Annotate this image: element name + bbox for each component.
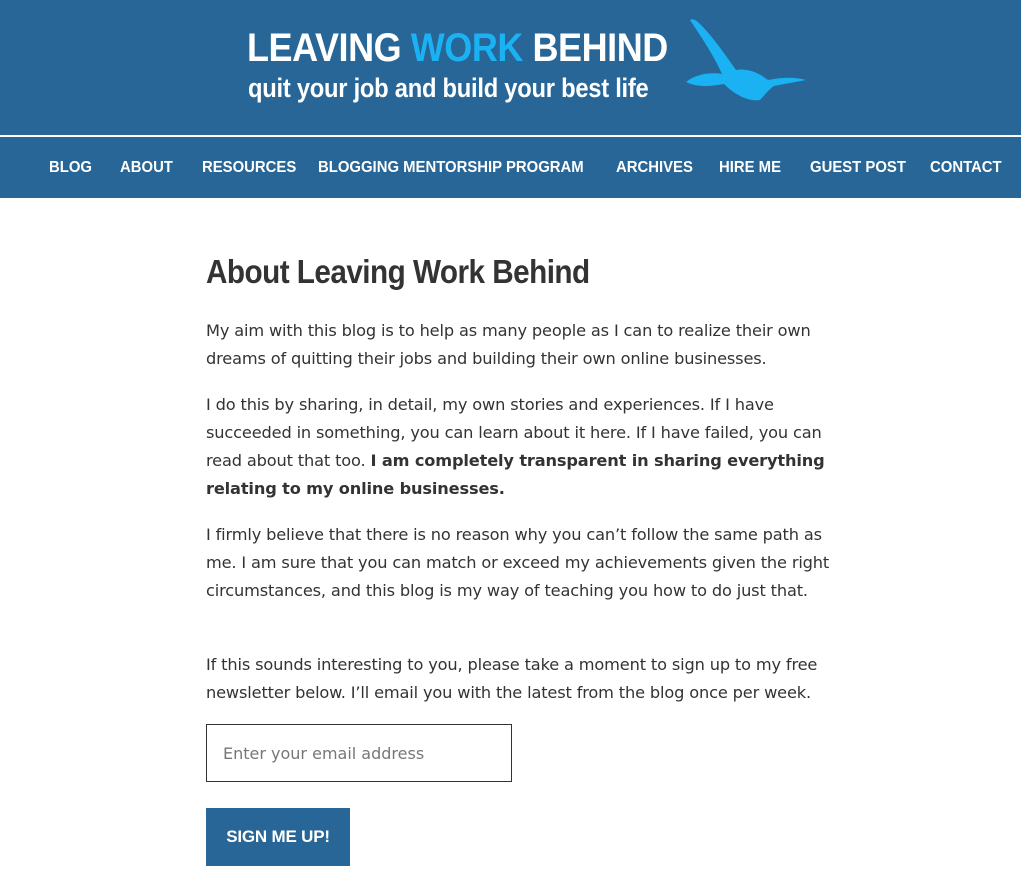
sign-up-button[interactable]: SIGN ME UP! <box>206 808 350 866</box>
belief-paragraph: I firmly believe that there is no reason why you can’t follow the same path as me. I am sure that you can match or exceed my achievements given the right circumstances, and this blog is my way of teaching you how to do just that. <box>206 525 830 600</box>
nav-item-contact[interactable]: CONTACT <box>930 159 1002 176</box>
site-logo[interactable] <box>247 26 668 70</box>
site-header <box>0 0 1021 135</box>
transparency-statement: I am completely transparent in sharing everything relating to my online businesses. <box>206 451 825 498</box>
intro-paragraph: My aim with this blog is to help as many people as I can to realize their own dreams of quitting their jobs and building their own online businesses. <box>206 321 811 368</box>
bird-icon <box>680 16 810 108</box>
logo-word-behind: BEHIND <box>532 26 668 70</box>
main-nav <box>0 137 1021 198</box>
nav-item-blog[interactable]: BLOG <box>49 159 92 176</box>
logo-word-work: WORK <box>410 26 523 70</box>
nav-item-guest-post[interactable]: GUEST POST <box>810 159 906 176</box>
email-input[interactable] <box>206 724 512 782</box>
nav-item-resources[interactable]: RESOURCES <box>202 159 297 176</box>
sharing-paragraph <box>206 391 846 503</box>
nav-item-about[interactable]: ABOUT <box>120 159 173 176</box>
sharing-text: I do this by sharing, in detail, my own stories and experiences. If I have succeeded in something, you can learn about it here. If I have failed, you can read about that too. <box>206 395 822 470</box>
page-title: About Leaving Work Behind <box>206 253 590 290</box>
site-tagline: quit your job and build your best life <box>248 73 649 103</box>
logo-word-leaving: LEAVING <box>247 26 402 70</box>
main-content <box>206 250 846 702</box>
nav-item-blogging-mentorship-program[interactable]: BLOGGING MENTORSHIP PROGRAM <box>318 159 584 176</box>
nav-item-archives[interactable]: ARCHIVES <box>616 159 693 176</box>
newsletter-paragraph: If this sounds interesting to you, please take a moment to sign up to my free newsletter below. I’ll email you with the latest from the blog once per week. <box>206 655 818 702</box>
nav-item-hire-me[interactable]: HIRE ME <box>719 159 782 176</box>
